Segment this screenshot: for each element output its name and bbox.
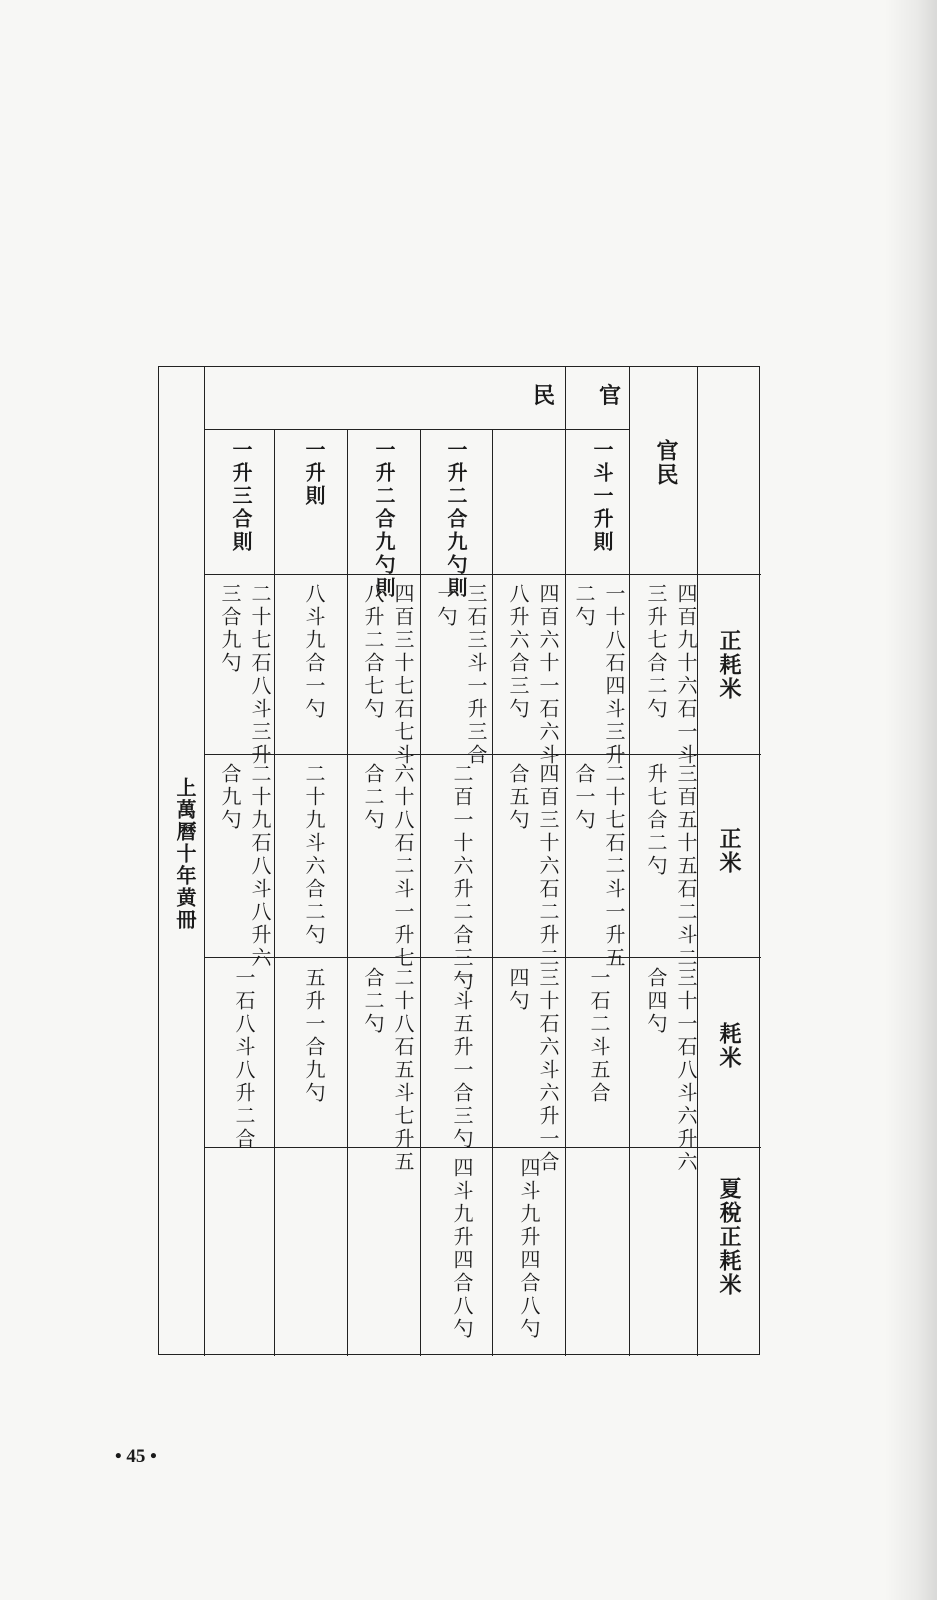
table-cell: 四百三十七石七斗 八升二合七勺 — [361, 583, 415, 767]
page-edge-shadow — [885, 0, 937, 1600]
title-column-divider — [204, 367, 205, 1356]
table-cell: 四斗九升四合八勺 — [517, 1157, 541, 1341]
page-title: 上萬曆十年黄冊 — [173, 777, 197, 931]
table-cell: 一石二斗五合 — [587, 967, 611, 1105]
table-cell: 四斗九升四合八勺 — [450, 1157, 474, 1341]
group-divider — [565, 429, 629, 430]
row-label: 一斗一升則 — [590, 439, 614, 554]
row-label: 一升則 — [302, 439, 326, 508]
header-col3: 耗米 — [716, 1022, 742, 1070]
table-cell: 三十一石八斗六升六 合四勺 — [644, 967, 698, 1174]
table-cell: 二十九斗六合二勺 — [302, 763, 326, 947]
row-label: 一升三合則 — [229, 439, 253, 554]
column-divider — [492, 429, 493, 1356]
table-cell: 三石三斗一升三合 一勺 — [434, 583, 488, 767]
table-cell: 二十八石五斗七升五 合二勺 — [361, 967, 415, 1174]
column-divider — [347, 429, 348, 1356]
table-cell: 二十七石二斗一升五 合一勺 — [572, 763, 626, 970]
table-cell: 一斗五升一合三勺 — [450, 967, 474, 1151]
row-label: 一升二合九勺則 — [444, 439, 468, 600]
table-cell: 二十七石八斗三升 三合九勺 — [218, 583, 272, 767]
table-cell: 二十九石八斗八升六 合九勺 — [218, 763, 272, 970]
table-cell: 五升一合九勺 — [302, 967, 326, 1105]
column-divider — [565, 367, 566, 1356]
grain-tax-table — [158, 366, 760, 1355]
table-cell: 三十石六斗六升一合 四勺 — [506, 967, 560, 1174]
table-cell: 八斗九合一勺 — [302, 583, 326, 721]
group-label-guan: 官 — [599, 383, 624, 409]
page-number: • 45 • — [115, 1446, 157, 1467]
row-label: 一升二合九勺則 — [372, 439, 396, 600]
table-cell: 一十八石四斗三升 二勺 — [572, 583, 626, 767]
header-divider — [204, 574, 761, 575]
table-cell: 三百五十五石二斗二 升七合二勺 — [644, 763, 698, 970]
group-label-guanmin: 官民 — [653, 439, 679, 487]
table-cell: 二百一十六升二合三勺 — [450, 763, 474, 993]
group-label-min: 民 — [533, 383, 558, 409]
table-cell: 四百三十六石二升二 合五勺 — [506, 763, 560, 970]
table-cell: 六十八石二斗一升七 合二勺 — [361, 763, 415, 970]
column-divider — [420, 429, 421, 1356]
header-col2: 正米 — [716, 827, 742, 875]
header-col1: 正耗米 — [716, 629, 742, 701]
group-divider — [204, 429, 565, 430]
column-divider — [629, 367, 630, 1356]
table-cell: 四百六十一石六斗 八升六合三勺 — [506, 583, 560, 767]
table-cell: 一石八斗八升二合 — [232, 967, 256, 1151]
table-cell: 四百九十六石一斗 三升七合二勺 — [644, 583, 698, 767]
header-col4: 夏稅正耗米 — [716, 1177, 742, 1297]
